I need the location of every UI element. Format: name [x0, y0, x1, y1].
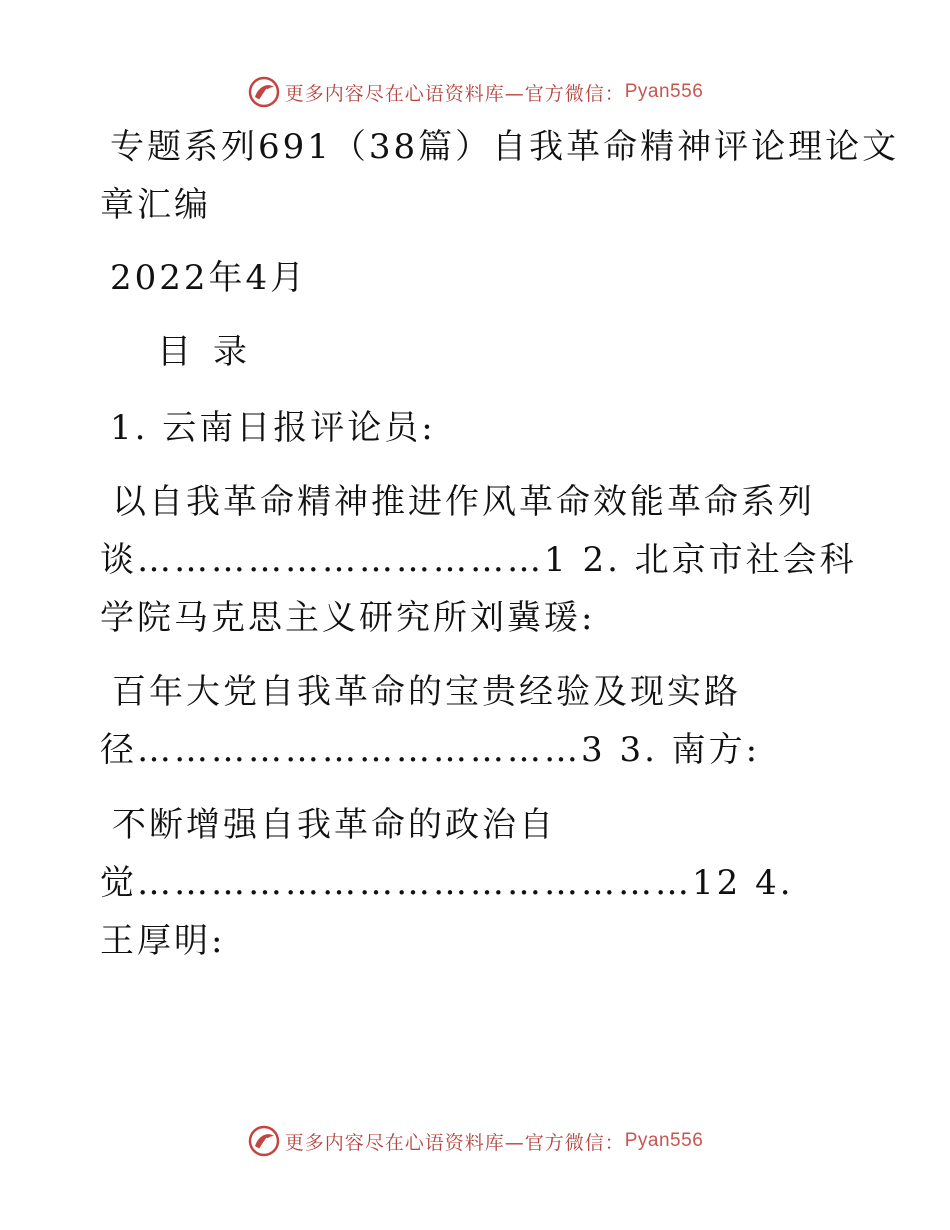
watermark-brand-text: 更多内容尽在心语资料库—官方微信：	[284, 82, 625, 105]
toc-line: 觉………………………………………12 4.	[100, 863, 794, 903]
toc-line: 径………………………………3 3. 南方:	[100, 730, 761, 770]
document-date: 2022年4月	[110, 258, 308, 298]
toc-heading: 目录	[157, 332, 269, 372]
document-title-line-2: 章汇编	[100, 185, 211, 225]
watermark-wechat-id: Pyan556	[624, 1130, 704, 1151]
toc-line: 以自我革命精神推进作风革命效能革命系列	[112, 482, 815, 522]
toc-line: 1. 云南日报评论员:	[110, 408, 436, 448]
swirl-quill-logo-icon	[247, 1124, 281, 1158]
swirl-quill-logo-icon	[247, 75, 281, 109]
watermark-brand-text: 更多内容尽在心语资料库—官方微信：	[284, 1131, 625, 1154]
toc-line: 不断增强自我革命的政治自	[112, 805, 556, 845]
watermark-banner-bottom	[0, 1121, 950, 1161]
watermark-wechat-id: Pyan556	[624, 81, 704, 102]
toc-line: 谈……………………………1 2. 北京市社会科	[100, 540, 857, 580]
watermark-banner-top	[0, 72, 950, 112]
toc-line: 百年大党自我革命的宝贵经验及现实路	[112, 672, 741, 712]
toc-line: 王厚明:	[100, 921, 226, 961]
document-title-line-1: 专题系列691（38篇）自我革命精神评论理论文	[110, 127, 900, 167]
toc-line: 学院马克思主义研究所刘冀瑗:	[100, 598, 596, 638]
